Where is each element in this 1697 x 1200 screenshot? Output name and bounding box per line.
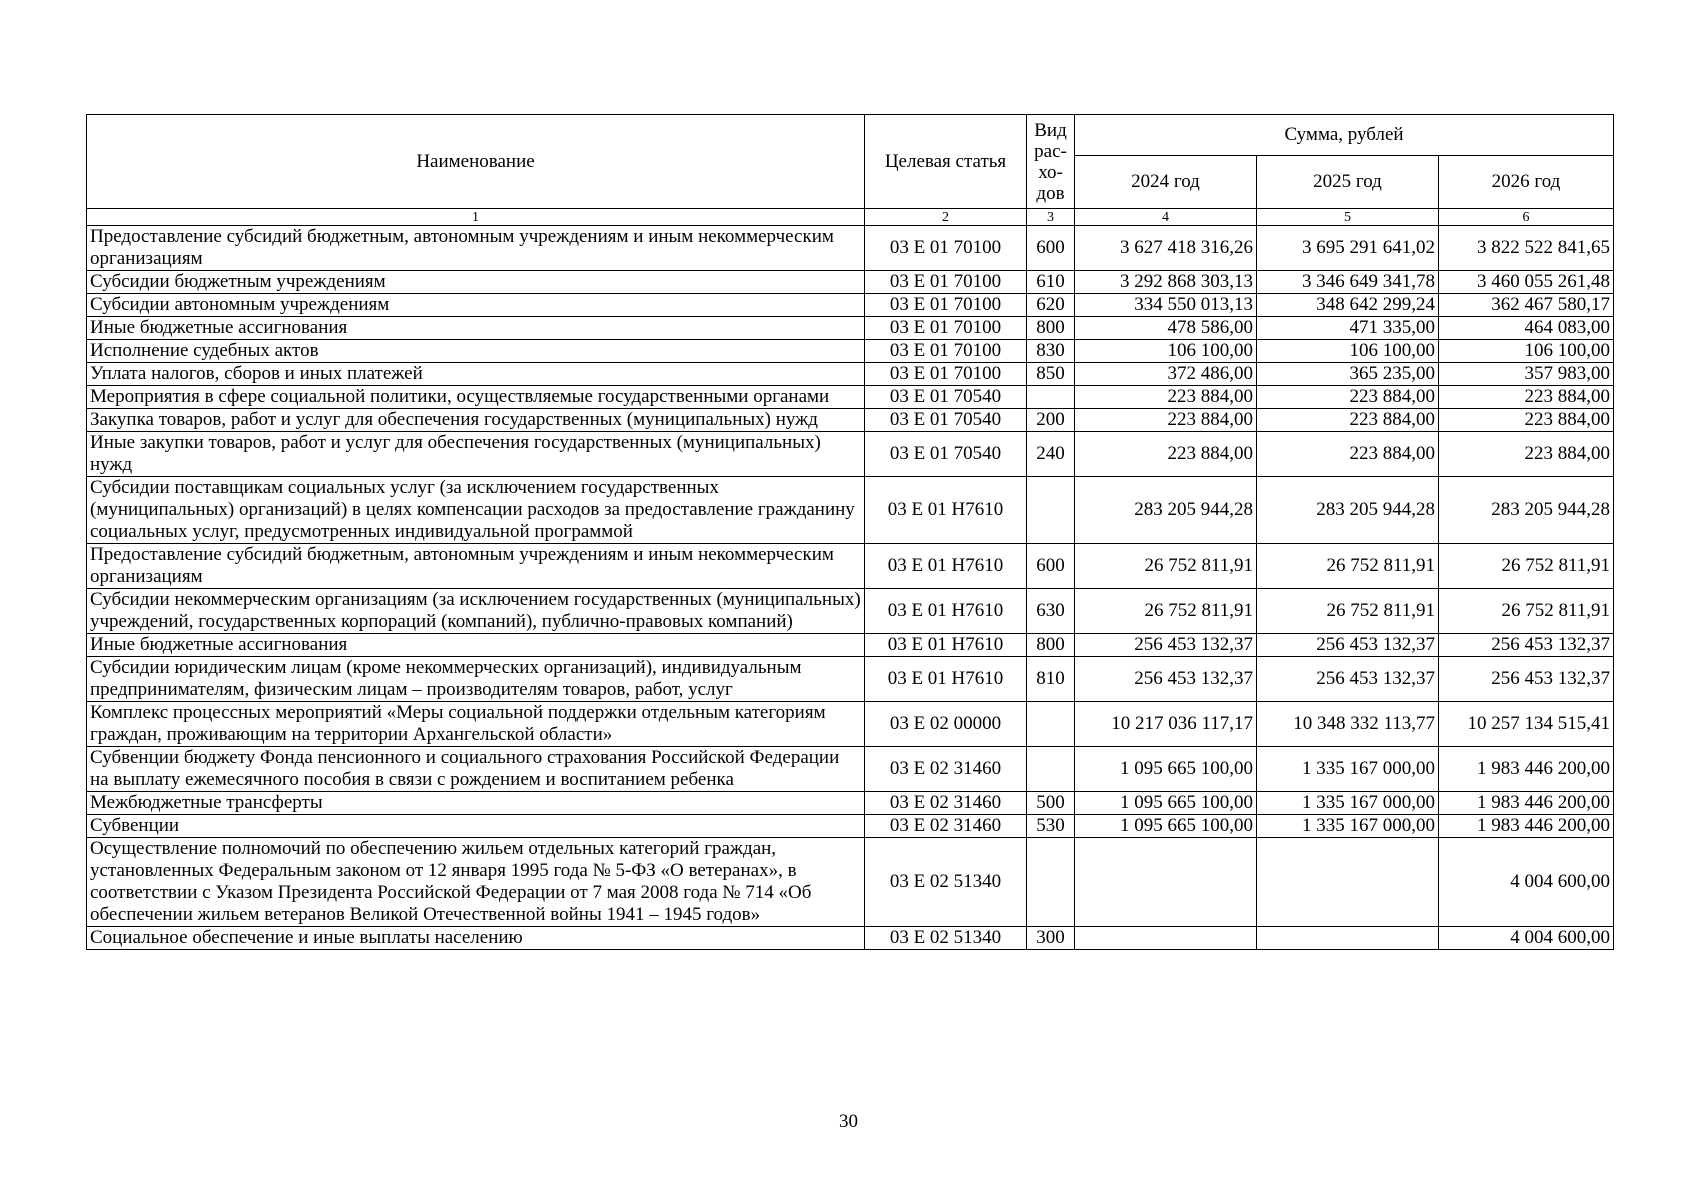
cell-name: Иные закупки товаров, работ и услуг для обеспечения государственных (муниципальных) нужд bbox=[87, 432, 865, 477]
cell-name: Социальное обеспечение и иные выплаты населению bbox=[87, 927, 865, 950]
cell-amount-2025: 26 752 811,91 bbox=[1257, 544, 1439, 589]
table-row bbox=[87, 927, 1614, 950]
cell-amount-2026: 3 822 522 841,65 bbox=[1439, 226, 1614, 271]
cell-amount-2025: 365 235,00 bbox=[1257, 363, 1439, 386]
cell-expense-type: 300 bbox=[1027, 927, 1075, 950]
table-row bbox=[87, 226, 1614, 271]
column-index: 5 bbox=[1257, 209, 1439, 226]
cell-target-code: 03 Е 01 70540 bbox=[865, 432, 1027, 477]
cell-amount-2024: 1 095 665 100,00 bbox=[1075, 815, 1257, 838]
cell-name: Субвенции бюджету Фонда пенсионного и социального страхования Российской Федерации на выплату ежемесячного пособия в связи с рождением и воспитанием ребенка bbox=[87, 747, 865, 792]
cell-amount-2025: 3 346 649 341,78 bbox=[1257, 271, 1439, 294]
budget-table bbox=[86, 114, 1614, 950]
cell-name: Иные бюджетные ассигнования bbox=[87, 317, 865, 340]
cell-target-code: 03 Е 01 70540 bbox=[865, 409, 1027, 432]
cell-expense-type: 200 bbox=[1027, 409, 1075, 432]
cell-target-code: 03 Е 02 31460 bbox=[865, 747, 1027, 792]
cell-amount-2024: 1 095 665 100,00 bbox=[1075, 792, 1257, 815]
cell-target-code: 03 Е 01 70540 bbox=[865, 386, 1027, 409]
table-row bbox=[87, 792, 1614, 815]
cell-name: Иные бюджетные ассигнования bbox=[87, 634, 865, 657]
cell-name: Субсидии юридическим лицам (кроме некоммерческих организаций), индивидуальным предпринимателям, физическим лицам – производителям товаров, работ, услуг bbox=[87, 657, 865, 702]
cell-amount-2025: 106 100,00 bbox=[1257, 340, 1439, 363]
cell-expense-type: 600 bbox=[1027, 226, 1075, 271]
cell-amount-2026: 362 467 580,17 bbox=[1439, 294, 1614, 317]
cell-name: Субсидии поставщикам социальных услуг (за исключением государственных (муниципальных) организаций) в целях компенсации расходов за предоставление гражданину социальных услуг, предусмотренных индивидуальной программой bbox=[87, 477, 865, 544]
cell-target-code: 03 Е 01 Н7610 bbox=[865, 544, 1027, 589]
cell-amount-2025: 283 205 944,28 bbox=[1257, 477, 1439, 544]
cell-target-code: 03 Е 01 Н7610 bbox=[865, 634, 1027, 657]
cell-amount-2026: 3 460 055 261,48 bbox=[1439, 271, 1614, 294]
header-sum: Сумма, рублей bbox=[1075, 115, 1614, 156]
cell-amount-2025: 1 335 167 000,00 bbox=[1257, 747, 1439, 792]
cell-name: Осуществление полномочий по обеспечению жильем отдельных категорий граждан, установленных Федеральным законом от 12 января 1995 года № 5-ФЗ «О ветеранах», в соответствии с Указом Президента Российской Федерации от 7 мая 2008 года № 714 «Об обеспечении жильем ветеранов Великой Отечественной войны 1941 – 1945 годов» bbox=[87, 838, 865, 927]
cell-amount-2024: 256 453 132,37 bbox=[1075, 634, 1257, 657]
cell-target-code: 03 Е 01 70100 bbox=[865, 340, 1027, 363]
cell-name: Субвенции bbox=[87, 815, 865, 838]
cell-amount-2025: 348 642 299,24 bbox=[1257, 294, 1439, 317]
header-year-2024: 2024 год bbox=[1075, 156, 1257, 209]
cell-name: Мероприятия в сфере социальной политики, осуществляемые государственными органами bbox=[87, 386, 865, 409]
cell-target-code: 03 Е 02 51340 bbox=[865, 838, 1027, 927]
table-row bbox=[87, 815, 1614, 838]
cell-amount-2024: 256 453 132,37 bbox=[1075, 657, 1257, 702]
cell-amount-2025: 3 695 291 641,02 bbox=[1257, 226, 1439, 271]
column-index: 3 bbox=[1027, 209, 1075, 226]
cell-amount-2024: 106 100,00 bbox=[1075, 340, 1257, 363]
column-index: 6 bbox=[1439, 209, 1614, 226]
cell-expense-type bbox=[1027, 477, 1075, 544]
header-type: Вид рас- хо- дов bbox=[1027, 115, 1075, 209]
cell-amount-2025: 223 884,00 bbox=[1257, 386, 1439, 409]
cell-target-code: 03 Е 01 Н7610 bbox=[865, 589, 1027, 634]
cell-amount-2026: 26 752 811,91 bbox=[1439, 544, 1614, 589]
table-row bbox=[87, 363, 1614, 386]
cell-name: Исполнение судебных актов bbox=[87, 340, 865, 363]
cell-amount-2024: 334 550 013,13 bbox=[1075, 294, 1257, 317]
cell-amount-2025: 26 752 811,91 bbox=[1257, 589, 1439, 634]
cell-name: Субсидии некоммерческим организациям (за исключением государственных (муниципальных) учреждений, государственных корпораций (компаний), публично-правовых компаний) bbox=[87, 589, 865, 634]
cell-expense-type bbox=[1027, 386, 1075, 409]
cell-expense-type: 800 bbox=[1027, 317, 1075, 340]
header-target: Целевая статья bbox=[865, 115, 1027, 209]
cell-target-code: 03 Е 02 31460 bbox=[865, 815, 1027, 838]
cell-amount-2026: 10 257 134 515,41 bbox=[1439, 702, 1614, 747]
cell-name: Уплата налогов, сборов и иных платежей bbox=[87, 363, 865, 386]
table-row bbox=[87, 340, 1614, 363]
cell-amount-2026: 4 004 600,00 bbox=[1439, 838, 1614, 927]
cell-amount-2026: 256 453 132,37 bbox=[1439, 657, 1614, 702]
cell-amount-2026: 223 884,00 bbox=[1439, 409, 1614, 432]
budget-table-body bbox=[87, 226, 1614, 950]
cell-name: Комплекс процессных мероприятий «Меры социальной поддержки отдельным категориям граждан, проживающим на территории Архангельской области» bbox=[87, 702, 865, 747]
cell-name: Субсидии бюджетным учреждениям bbox=[87, 271, 865, 294]
table-row bbox=[87, 634, 1614, 657]
cell-expense-type: 800 bbox=[1027, 634, 1075, 657]
table-row bbox=[87, 657, 1614, 702]
table-row bbox=[87, 589, 1614, 634]
cell-name: Предоставление субсидий бюджетным, автономным учреждениям и иным некоммерческим организациям bbox=[87, 226, 865, 271]
table-row bbox=[87, 544, 1614, 589]
cell-amount-2026: 106 100,00 bbox=[1439, 340, 1614, 363]
cell-amount-2025: 256 453 132,37 bbox=[1257, 657, 1439, 702]
cell-expense-type: 240 bbox=[1027, 432, 1075, 477]
cell-name: Закупка товаров, работ и услуг для обеспечения государственных (муниципальных) нужд bbox=[87, 409, 865, 432]
cell-amount-2024: 372 486,00 bbox=[1075, 363, 1257, 386]
cell-target-code: 03 Е 02 00000 bbox=[865, 702, 1027, 747]
header-year-2025: 2025 год bbox=[1257, 156, 1439, 209]
cell-expense-type: 810 bbox=[1027, 657, 1075, 702]
cell-amount-2026: 1 983 446 200,00 bbox=[1439, 815, 1614, 838]
cell-expense-type: 630 bbox=[1027, 589, 1075, 634]
cell-amount-2024: 26 752 811,91 bbox=[1075, 589, 1257, 634]
cell-amount-2024: 1 095 665 100,00 bbox=[1075, 747, 1257, 792]
cell-amount-2026: 1 983 446 200,00 bbox=[1439, 747, 1614, 792]
cell-amount-2024: 26 752 811,91 bbox=[1075, 544, 1257, 589]
cell-amount-2026: 464 083,00 bbox=[1439, 317, 1614, 340]
table-row bbox=[87, 386, 1614, 409]
cell-expense-type: 830 bbox=[1027, 340, 1075, 363]
header-name: Наименование bbox=[87, 115, 865, 209]
cell-amount-2025: 223 884,00 bbox=[1257, 409, 1439, 432]
column-index: 4 bbox=[1075, 209, 1257, 226]
cell-target-code: 03 Е 02 51340 bbox=[865, 927, 1027, 950]
cell-amount-2025: 256 453 132,37 bbox=[1257, 634, 1439, 657]
cell-amount-2025: 10 348 332 113,77 bbox=[1257, 702, 1439, 747]
table-row bbox=[87, 747, 1614, 792]
cell-amount-2026: 1 983 446 200,00 bbox=[1439, 792, 1614, 815]
cell-target-code: 03 Е 01 70100 bbox=[865, 226, 1027, 271]
header-year-2026: 2026 год bbox=[1439, 156, 1614, 209]
cell-target-code: 03 Е 01 70100 bbox=[865, 317, 1027, 340]
header-row-top bbox=[87, 115, 1614, 156]
cell-amount-2024 bbox=[1075, 927, 1257, 950]
cell-amount-2024: 223 884,00 bbox=[1075, 386, 1257, 409]
cell-amount-2026: 283 205 944,28 bbox=[1439, 477, 1614, 544]
cell-target-code: 03 Е 01 70100 bbox=[865, 363, 1027, 386]
cell-expense-type: 850 bbox=[1027, 363, 1075, 386]
cell-amount-2024: 283 205 944,28 bbox=[1075, 477, 1257, 544]
table-row bbox=[87, 271, 1614, 294]
cell-target-code: 03 Е 01 70100 bbox=[865, 271, 1027, 294]
table-row bbox=[87, 294, 1614, 317]
cell-amount-2026: 256 453 132,37 bbox=[1439, 634, 1614, 657]
cell-amount-2026: 4 004 600,00 bbox=[1439, 927, 1614, 950]
cell-expense-type bbox=[1027, 747, 1075, 792]
cell-amount-2025: 223 884,00 bbox=[1257, 432, 1439, 477]
cell-amount-2024: 10 217 036 117,17 bbox=[1075, 702, 1257, 747]
cell-name: Предоставление субсидий бюджетным, автономным учреждениям и иным некоммерческим организациям bbox=[87, 544, 865, 589]
cell-amount-2025 bbox=[1257, 838, 1439, 927]
cell-amount-2024: 3 292 868 303,13 bbox=[1075, 271, 1257, 294]
cell-amount-2026: 357 983,00 bbox=[1439, 363, 1614, 386]
cell-expense-type: 610 bbox=[1027, 271, 1075, 294]
cell-amount-2025 bbox=[1257, 927, 1439, 950]
cell-expense-type bbox=[1027, 838, 1075, 927]
table-row bbox=[87, 702, 1614, 747]
cell-amount-2024: 478 586,00 bbox=[1075, 317, 1257, 340]
cell-amount-2024: 223 884,00 bbox=[1075, 409, 1257, 432]
column-index: 2 bbox=[865, 209, 1027, 226]
cell-name: Субсидии автономным учреждениям bbox=[87, 294, 865, 317]
cell-amount-2026: 223 884,00 bbox=[1439, 386, 1614, 409]
cell-expense-type: 530 bbox=[1027, 815, 1075, 838]
cell-amount-2026: 223 884,00 bbox=[1439, 432, 1614, 477]
cell-amount-2025: 471 335,00 bbox=[1257, 317, 1439, 340]
cell-target-code: 03 Е 01 70100 bbox=[865, 294, 1027, 317]
table-row bbox=[87, 838, 1614, 927]
table-row bbox=[87, 432, 1614, 477]
cell-target-code: 03 Е 02 31460 bbox=[865, 792, 1027, 815]
page-number: 30 bbox=[839, 1111, 858, 1132]
table-row bbox=[87, 409, 1614, 432]
cell-amount-2024 bbox=[1075, 838, 1257, 927]
column-index: 1 bbox=[87, 209, 865, 226]
column-index-row bbox=[87, 209, 1614, 226]
cell-amount-2024: 223 884,00 bbox=[1075, 432, 1257, 477]
cell-expense-type: 620 bbox=[1027, 294, 1075, 317]
table-row bbox=[87, 317, 1614, 340]
cell-amount-2024: 3 627 418 316,26 bbox=[1075, 226, 1257, 271]
cell-amount-2025: 1 335 167 000,00 bbox=[1257, 815, 1439, 838]
cell-target-code: 03 Е 01 Н7610 bbox=[865, 477, 1027, 544]
cell-expense-type: 500 bbox=[1027, 792, 1075, 815]
cell-expense-type bbox=[1027, 702, 1075, 747]
cell-amount-2025: 1 335 167 000,00 bbox=[1257, 792, 1439, 815]
cell-name: Межбюджетные трансферты bbox=[87, 792, 865, 815]
cell-target-code: 03 Е 01 Н7610 bbox=[865, 657, 1027, 702]
cell-amount-2026: 26 752 811,91 bbox=[1439, 589, 1614, 634]
cell-expense-type: 600 bbox=[1027, 544, 1075, 589]
table-row bbox=[87, 477, 1614, 544]
